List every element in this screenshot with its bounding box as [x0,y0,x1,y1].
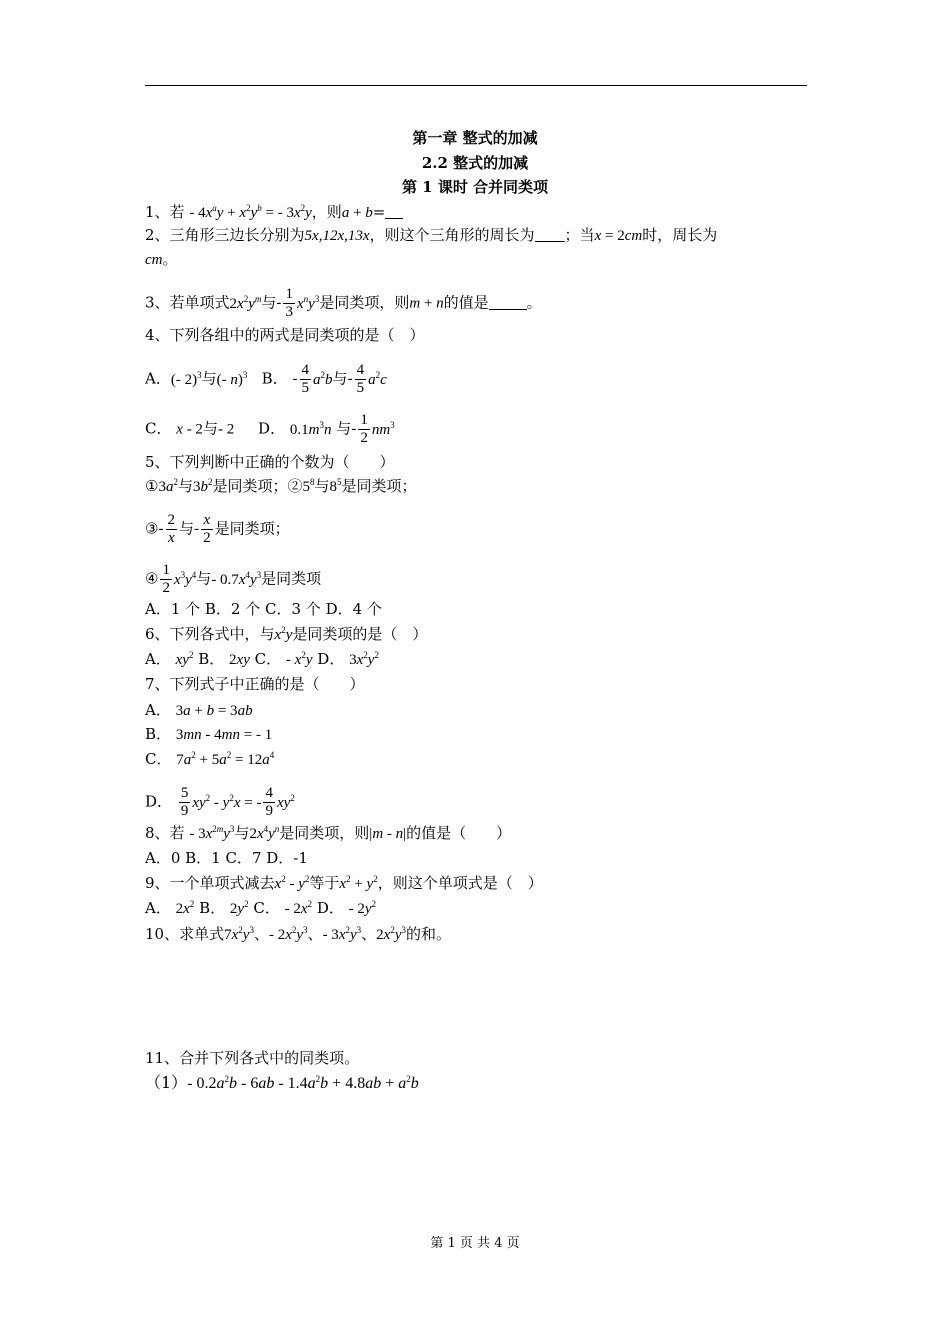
section-title: 2.2 整式的加减 [421,154,529,172]
question-4-ab: A．(- 2)$^3$与(- n)$^3$ B． - $\frac{4}{5}$ $a^2b$与- $\frac{4}{5}$ $a^2c$ [145,362,387,396]
question-11: 11、合并下列各式中的同类项。 [145,1049,360,1067]
question-1: 1、若 - $4x^ay + x^2y^b$ = - $3x^2y$，则a + b= [145,202,403,223]
question-3: 3、若单项式$2x^2y^m$与- $\frac{1}{3}$ $x^ny^3$是同类项，则m + n的值是 。 [145,286,542,320]
answer-blank[interactable] [489,295,527,310]
question-2-cont: cm。 [145,250,178,268]
header-rule [145,85,807,86]
question-7: 7、下列式子中正确的是（ ） [145,675,365,693]
question-11-part-1: （1）- $0.2a^2b - 6ab - 1.4a^2b + 4.8ab + a^2b$ [145,1073,419,1092]
question-7-b: B． 3mn - 4mn = - 1 [145,725,273,743]
answer-blank[interactable] [385,204,403,219]
question-4: 4、下列各组中的两式是同类项的是（ ） [145,326,425,344]
question-8-options: A．0 B．1 C．7 D．-1 [145,849,308,867]
question-6: 6、下列各式中，与$x^2y$是同类项的是（ ） [145,625,428,643]
question-9-options: A． $2x^2$ B． $2y^2$ C． - $2x^2$ D． - $2y^2$ [145,899,377,917]
page-footer: 第 1 页 共 4 页 [430,1236,520,1251]
question-7-a: A． 3a + b = 3ab [145,701,253,719]
question-7-d: D． $\frac{5}{9}$ $xy^2 - y^2x$ = - $\frac{4}{9}$ $xy^2$ [145,785,295,819]
question-7-c: C． $7a^2 + 5a^2 = 12a^4$ [145,750,275,768]
answer-blank[interactable] [535,227,565,242]
question-5-s1: $①3a^2$与$3b^2$是同类项；$②5^8$与$8^5$是同类项； [145,477,417,495]
question-2: 2、三角形三边长分别为5x,12x,13x，则这个三角形的周长为 ；当x = 2cm时，周长为 [145,226,718,244]
question-5-s3: ③- $\frac{2}{x}$ 与- $\frac{x}{2}$ 是同类项； [145,512,290,546]
lesson-title: 第 1 课时 合并同类项 [401,178,549,196]
question-4-cd: C． x - 2与- 2 D． $0.1m^3n$ 与- $\frac{1}{2}$ $nm^3$ [145,412,395,446]
question-5-s4: ④ $\frac{1}{2}$ $x^3y^4$与- $0.7x^4y^3$是同类项 [145,562,322,596]
question-5: 5、下列判断中正确的个数为（ ） [145,453,395,471]
chapter-title: 第一章 整式的加减 [412,129,538,147]
question-5-options: A．1 个 B．2 个 C．3 个 D．4 个 [145,600,382,618]
question-8: 8、若 - $3x^{2m}y^3$与$2x^4y^n$是同类项，则|m - n|的值是（ ） [145,824,512,842]
question-6-options: A． $xy^2$ B． 2xy C． - $x^2y$ D． $3x^2y^2$ [145,650,379,668]
question-10: 10、求单式$7x^2y^3$、- $2x^2y^3$、- $3x^2y^3$、$2x^2y^3$的和。 [145,925,452,943]
question-9: 9、一个单项式减去$x^2 - y^2$等于$x^2 + y^2$，则这个单项式是（ ） [145,874,543,892]
